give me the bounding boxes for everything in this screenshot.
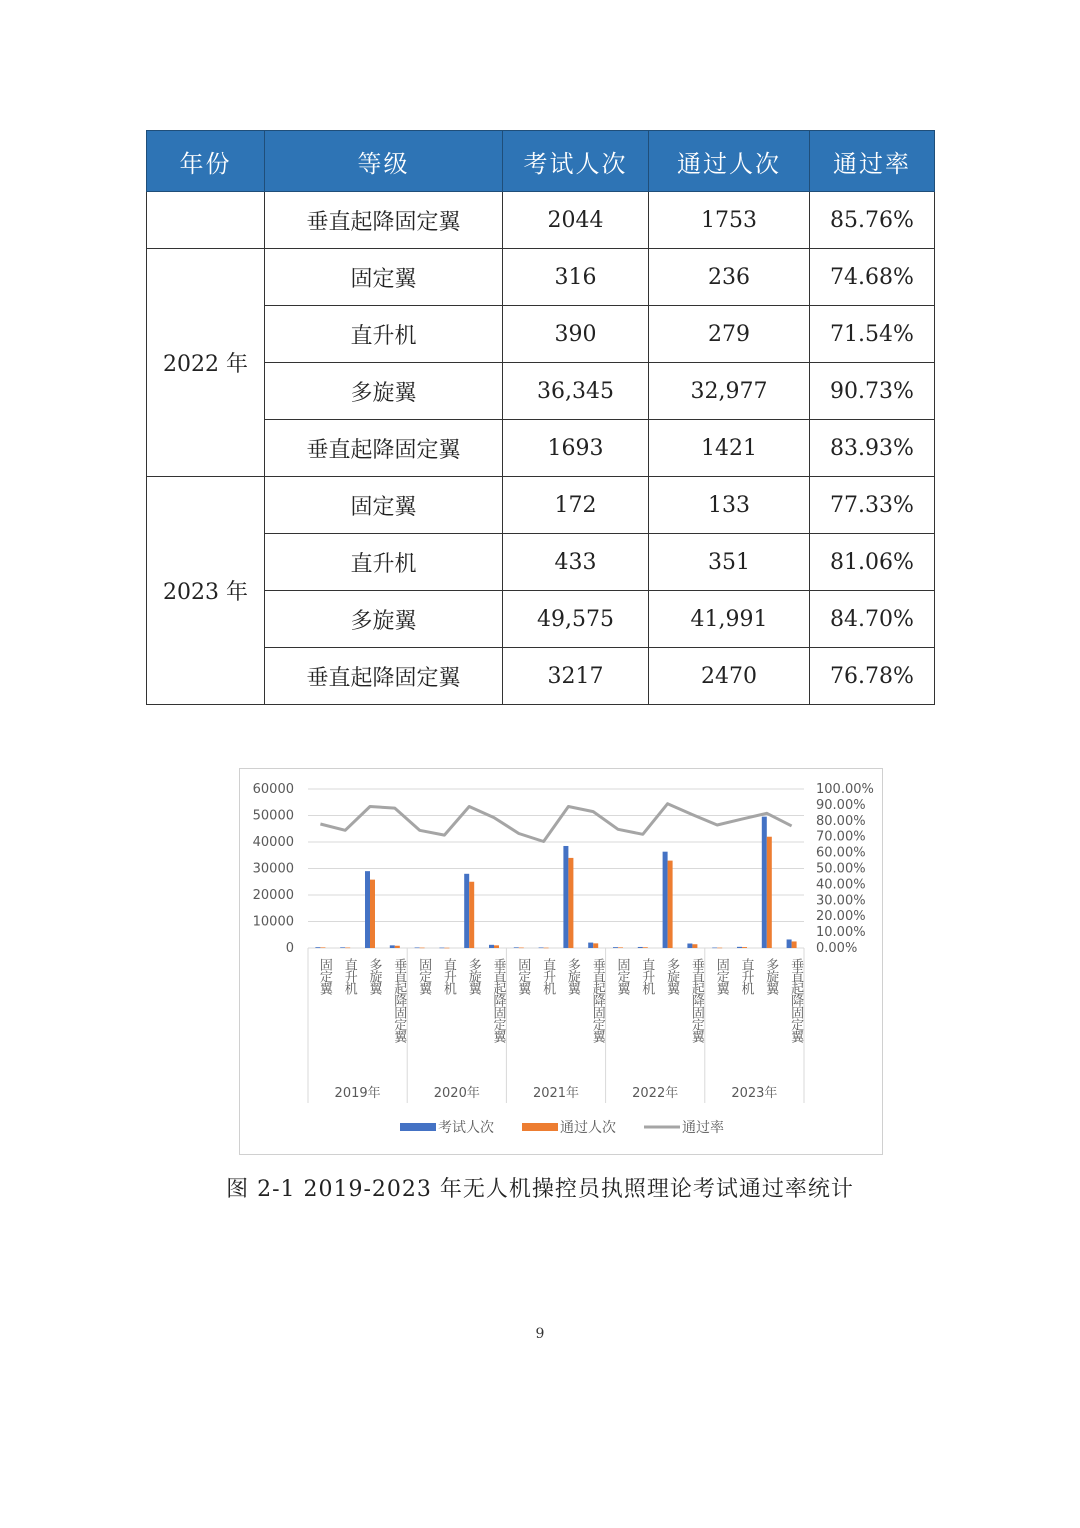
bar [742, 947, 747, 948]
category-label: 固定翼 [416, 958, 432, 994]
passed-cell: 41,991 [649, 591, 810, 648]
passed-cell: 351 [649, 534, 810, 591]
category-label: 直升机 [341, 958, 357, 994]
exams-cell: 1693 [503, 420, 649, 477]
legend-label: 考试人次 [438, 1120, 494, 1136]
y-left-tick-label: 50000 [252, 808, 294, 824]
bar [395, 946, 400, 948]
bar [638, 947, 643, 948]
table-row [147, 192, 935, 249]
group-label: 2020年 [433, 1086, 480, 1101]
category-label: 多旋翼 [465, 958, 481, 994]
category-label: 固定翼 [316, 958, 332, 994]
bar [420, 948, 425, 949]
exams-cell: 36,345 [503, 363, 649, 420]
category-label: 多旋翼 [564, 958, 580, 994]
level-cell: 垂直起降固定翼 [265, 648, 503, 705]
bar [787, 939, 792, 948]
header-level: 等级 [265, 131, 503, 192]
y-right-tick-label: 70.00% [816, 829, 866, 845]
bar [563, 846, 568, 948]
bar [464, 874, 469, 948]
exams-cell: 433 [503, 534, 649, 591]
table-row [147, 420, 935, 477]
group-label: 2023年 [731, 1086, 778, 1101]
exams-cell: 316 [503, 249, 649, 306]
y-left-tick-label: 0 [285, 941, 294, 956]
group-label: 2022年 [632, 1086, 679, 1101]
rate-cell: 76.78% [810, 648, 935, 705]
exams-cell: 49,575 [503, 591, 649, 648]
group-label: 2021年 [532, 1086, 580, 1101]
exams-cell: 172 [503, 477, 649, 534]
bar [618, 947, 623, 948]
exams-cell: 3217 [503, 648, 649, 705]
table-row [147, 591, 935, 648]
level-cell: 多旋翼 [265, 363, 503, 420]
category-label: 直升机 [540, 958, 556, 994]
rate-cell: 84.70% [810, 591, 935, 648]
bar [792, 941, 797, 948]
table-header-row [147, 131, 935, 192]
bar [469, 882, 474, 948]
category-label: 固定翼 [614, 958, 630, 994]
table-row [147, 306, 935, 363]
table-row [147, 534, 935, 591]
bar [737, 947, 742, 948]
passed-cell: 1421 [649, 420, 810, 477]
table-row [147, 477, 935, 534]
pass-rate-line [320, 804, 791, 842]
bar [692, 944, 697, 948]
bar [568, 858, 573, 948]
header-rate: 通过率 [810, 131, 935, 192]
category-label: 固定翼 [713, 958, 729, 994]
y-right-tick-label: 30.00% [816, 893, 866, 909]
bar [687, 944, 692, 948]
legend-swatch [522, 1123, 558, 1131]
rate-cell: 85.76% [810, 192, 935, 249]
category-label: 垂直起降固定翼 [391, 958, 407, 1042]
y-right-tick-label: 60.00% [816, 845, 866, 861]
bar [415, 947, 420, 948]
legend-swatch [400, 1123, 436, 1131]
header-exams: 考试人次 [503, 131, 649, 192]
y-left-tick-label: 40000 [252, 835, 294, 850]
year-cell: 2023 年 [147, 477, 265, 705]
bar [345, 948, 350, 949]
bar [489, 945, 494, 948]
y-right-tick-label: 50.00% [816, 861, 866, 877]
bar [668, 861, 673, 948]
bar [767, 837, 772, 948]
category-label: 多旋翼 [664, 958, 680, 994]
passed-cell: 133 [649, 477, 810, 534]
y-left-tick-label: 30000 [252, 861, 294, 877]
y-right-tick-label: 100.00% [816, 782, 874, 797]
passed-cell: 32,977 [649, 363, 810, 420]
category-label: 直升机 [738, 958, 754, 994]
level-cell: 垂直起降固定翼 [265, 420, 503, 477]
table-row [147, 363, 935, 420]
y-left-tick-label: 10000 [252, 914, 294, 930]
year-cell: 2022 年 [147, 249, 265, 477]
category-label: 多旋翼 [763, 958, 779, 994]
group-label: 2019年 [334, 1086, 381, 1101]
category-label: 垂直起降固定翼 [589, 958, 605, 1042]
bar [593, 943, 598, 948]
level-cell: 多旋翼 [265, 591, 503, 648]
bar [494, 945, 499, 948]
bar [539, 947, 544, 948]
bar [390, 945, 395, 948]
table-row [147, 249, 935, 306]
category-label: 直升机 [639, 958, 655, 994]
level-cell: 直升机 [265, 534, 503, 591]
passed-cell: 2470 [649, 648, 810, 705]
rate-cell: 77.33% [810, 477, 935, 534]
figure-caption: 图 2-1 2019-2023 年无人机操控员执照理论考试通过率统计 [226, 1177, 854, 1202]
exams-cell: 390 [503, 306, 649, 363]
pass-rate-chart [240, 769, 882, 1154]
rate-cell: 90.73% [810, 363, 935, 420]
exams-cell: 2044 [503, 192, 649, 249]
header-year: 年份 [147, 131, 265, 192]
year-cell [147, 192, 265, 249]
level-cell: 固定翼 [265, 249, 503, 306]
rate-cell: 71.54% [810, 306, 935, 363]
chart-frame [239, 768, 883, 1155]
category-label: 垂直起降固定翼 [788, 958, 804, 1042]
bar [663, 852, 668, 948]
bar [320, 947, 325, 948]
bar [365, 871, 370, 948]
y-right-tick-label: 80.00% [816, 813, 866, 829]
category-label: 直升机 [440, 958, 456, 994]
category-label: 固定翼 [515, 958, 531, 994]
rate-cell: 81.06% [810, 534, 935, 591]
y-right-tick-label: 40.00% [816, 877, 866, 893]
bar [439, 948, 444, 949]
passed-cell: 236 [649, 249, 810, 306]
passed-cell: 279 [649, 306, 810, 363]
y-right-tick-label: 20.00% [816, 909, 866, 925]
page-number: 9 [535, 1326, 545, 1342]
category-label: 多旋翼 [366, 958, 382, 994]
header-passed: 通过人次 [649, 131, 810, 192]
level-cell: 固定翼 [265, 477, 503, 534]
bar [514, 947, 519, 948]
bar [588, 943, 593, 948]
rate-cell: 83.93% [810, 420, 935, 477]
bar [340, 947, 345, 948]
bar [544, 948, 549, 949]
passed-cell: 1753 [649, 192, 810, 249]
y-right-tick-label: 0.00% [816, 941, 858, 956]
bar [643, 947, 648, 948]
y-right-tick-label: 90.00% [816, 797, 866, 813]
level-cell: 直升机 [265, 306, 503, 363]
bar [315, 947, 320, 948]
y-right-tick-label: 10.00% [816, 925, 866, 941]
rate-cell: 74.68% [810, 249, 935, 306]
bar [762, 817, 767, 948]
legend-label: 通过人次 [560, 1120, 616, 1136]
category-label: 垂直起降固定翼 [490, 958, 506, 1042]
bar [444, 948, 449, 949]
bar [712, 948, 717, 949]
y-left-tick-label: 60000 [252, 782, 294, 797]
stats-table [146, 130, 935, 705]
bar [613, 947, 618, 948]
category-label: 垂直起降固定翼 [688, 958, 704, 1042]
bar [519, 948, 524, 949]
bar [370, 880, 375, 948]
bar [717, 948, 722, 949]
level-cell: 垂直起降固定翼 [265, 192, 503, 249]
table-row [147, 648, 935, 705]
y-left-tick-label: 20000 [252, 888, 294, 903]
legend-label: 通过率 [682, 1120, 724, 1136]
